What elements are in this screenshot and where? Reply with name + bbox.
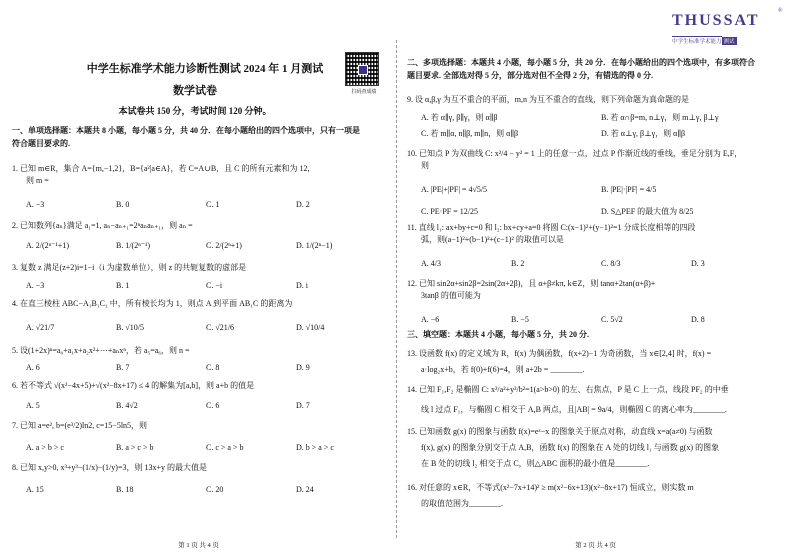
option-b: B. 4√2 — [116, 401, 138, 410]
question-text-cont: 弧，则(a−1)²+(b−1)²+(c−1)² 的取值可以是 — [421, 235, 564, 244]
question-text: 1. 已知 m∈R，集合 A={m,−1,2}，B={a²|a∈A}，若 C=A∪B，且 C 的所有元素和为 12, — [12, 164, 310, 173]
section-1-line-1: 一、单项选择题：本题共 8 小题，每小题 5 分，共 40 分．在每小题给出的四个选项中，只有一项是 — [12, 126, 360, 135]
section-2-heading — [407, 56, 791, 82]
option-c: C. 8 — [206, 363, 220, 372]
question-text: 5. 设(1+2x)ⁿ=a₀+a₁x+a₂x²+⋯+aₙxⁿ，若 a₅=a₆，则 n = — [12, 346, 190, 355]
option-b: B. 若 α∩β=m, n⊥γ，则 m⊥γ, β⊥γ — [601, 113, 719, 122]
subject-title: 数学试卷 — [173, 85, 217, 97]
option-c: C. √21/6 — [206, 323, 234, 332]
option-c: C. −i — [206, 281, 223, 290]
question-text: 16. 对任意的 x∈R，不等式(x²−7x+14)² ≥ m(x²−6x+13)(x²−8x+17) 恒成立，则实数 m — [407, 483, 694, 492]
logo-badge: 测试 — [723, 39, 735, 45]
option-b: B. −5 — [511, 315, 529, 324]
question-text: 2. 已知数列{aₙ}满足 a₁=1, aₙ−aₙ₊₁=2ⁿaₙaₙ₊₁，则 aₙ = — [12, 221, 193, 230]
question-9 — [407, 94, 689, 106]
question-text: 14. 已知 F₁,F₂ 是椭圆 C: x²/a²+y²/b²=1(a>b>0) 的左、右焦点，P 是 C 上一点，线段 PF₂ 的中垂 — [407, 385, 729, 394]
option-c: C. 2/(2ⁿ+1) — [206, 241, 242, 250]
qr-logo-icon — [358, 65, 368, 75]
option-d: D. √10/4 — [296, 323, 325, 332]
question-text: 11. 直线 l₁: ax+by+c=0 和 l₂: bx+cy+a=0 将圆 C:(x−1)²+(y−1)²=1 分成长度相等的四段 — [407, 223, 696, 232]
option-a: A. 6 — [26, 363, 40, 372]
question-15 — [407, 426, 719, 470]
registered-icon: ® — [778, 8, 783, 14]
option-c: C. PE·PF = 12/25 — [421, 207, 478, 216]
question-8 — [12, 462, 207, 474]
question-text: 15. 已知函数 g(x) 的图象与函数 f(x)=eˣ−x 的图象关于原点对称，动直线 x=a(a≠0) 与函数 — [407, 427, 713, 436]
option-d: D. b > a > c — [296, 443, 334, 452]
option-d: D. i — [296, 281, 308, 290]
logo-wordmark: THUSSAT — [672, 12, 760, 29]
option-a: A. a > b > c — [26, 443, 64, 452]
option-a: A. 4/3 — [421, 259, 441, 268]
option-b: B. √10/5 — [116, 323, 144, 332]
exam-title: 中学生标准学术能力诊断性测试 2024 年 1 月测试 — [86, 63, 324, 75]
question-3 — [12, 262, 246, 274]
question-2 — [12, 220, 193, 232]
right-column — [397, 0, 794, 558]
section-3-heading: 三、填空题：本题共 4 小题，每小题 5 分，共 20 分. — [407, 330, 589, 339]
question-text: 12. 已知 sin2α+sin2β=2sin(2α+2β)，且 α+β≠kπ, k∈Z，则 tanα+2tan(α+β)+ — [407, 279, 656, 288]
option-d: D. 3 — [691, 259, 705, 268]
option-b: B. |PE|·|PF| = 4/5 — [601, 185, 657, 194]
option-a: A. 5 — [26, 401, 40, 410]
thussat-logo — [672, 12, 780, 48]
logo-subtitle: 中学生标准学术能力 — [672, 36, 722, 45]
option-a: A. −3 — [26, 200, 45, 209]
question-11 — [407, 222, 696, 246]
option-b: B. 0 — [116, 200, 130, 209]
option-d: D. 7 — [296, 401, 310, 410]
option-a: A. 15 — [26, 485, 44, 494]
question-text: 7. 已知 a=e², b=(e³/2)ln2, c=15−5ln5，则 — [12, 421, 148, 430]
qr-code-icon[interactable] — [345, 52, 379, 86]
question-4 — [12, 298, 292, 310]
option-a: A. 若 α∥γ, β∥γ，则 α∥β — [421, 113, 498, 122]
option-c: C. 5√2 — [601, 315, 623, 324]
option-a: A. 2/(2ⁿ⁻¹+1) — [26, 241, 69, 250]
question-14 — [407, 384, 729, 416]
question-text: 9. 设 α,β,γ 为互不重合的平面，m,n 为互不重合的直线，则下列命题为真命题的是 — [407, 95, 690, 104]
option-b: B. 1 — [116, 281, 130, 290]
option-a: A. |PE|+|PF| = 4√5/5 — [421, 185, 488, 194]
option-b: B. 1/(2ⁿ⁻¹) — [116, 241, 151, 250]
option-a: A. −6 — [421, 315, 440, 324]
option-d: D. 9 — [296, 363, 310, 372]
question-10 — [407, 148, 742, 172]
question-text-cont: a·log₂x+b，若 f(0)+f(6)=4，则 a+2b = ________. — [421, 365, 585, 374]
option-b: B. 18 — [116, 485, 134, 494]
exam-info: 本试卷共 150 分，考试时间 120 分钟。 — [118, 106, 272, 116]
question-6 — [12, 380, 254, 392]
question-1 — [12, 163, 310, 187]
question-text-cont: f(x), g(x) 的图象分别交于点 A,B，函数 f(x) 的图象在 A 处的切线 l₁ 与函数 g(x) 的图象 — [421, 443, 720, 452]
question-text-cont: 在 B 处的切线 l₂ 相交于点 C，则△ABC 面积的最小值是________. — [421, 459, 650, 468]
option-c: C. c > a > b — [206, 443, 244, 452]
section-1-line-2: 符合题目要求的. — [12, 139, 70, 148]
option-d: D. 24 — [296, 485, 314, 494]
option-c: C. 若 m∥α, n∥β, m∥n，则 α∥β — [421, 129, 519, 138]
question-text-cont: 线 l 过点 F₁，与椭圆 C 相交于 A,B 两点，且|AB| = 9a/4，则椭圆 C 的离心率为________. — [421, 405, 727, 414]
question-text-cont: 则 m = — [26, 176, 49, 185]
option-b: B. 2 — [511, 259, 525, 268]
option-d: D. 若 α⊥γ, β⊥γ，则 α∥β — [601, 129, 686, 138]
question-text: 4. 在直三棱柱 ABC−A₁B₁C₁ 中，所有棱长均为 1，则点 A 到平面 AB₁C 的距离为 — [12, 299, 293, 308]
option-a: A. −3 — [26, 281, 45, 290]
option-d: D. 8 — [691, 315, 705, 324]
option-a: A. √21/7 — [26, 323, 55, 332]
option-c: C. 6 — [206, 401, 220, 410]
question-text: 8. 已知 x,y>0, x³+y³−(1/x)−(1/y)=3，则 13x+y 的最大值是 — [12, 463, 207, 472]
option-c: C. 8/3 — [601, 259, 621, 268]
option-b: B. a > c > b — [116, 443, 154, 452]
question-text: 10. 已知点 P 为双曲线 C: x²/4 − y² = 1 上的任意一点，过点 P 作渐近线的垂线，垂足分别为 E,F， — [407, 149, 743, 158]
question-text-cont: 的取值范围为________. — [421, 499, 503, 508]
option-b: B. 7 — [116, 363, 130, 372]
question-12 — [407, 278, 655, 302]
question-5 — [12, 345, 190, 357]
qr-label: 扫码查成绩 — [351, 90, 377, 95]
footer-page-1: 第 1 页 共 4 页 — [178, 542, 219, 549]
option-d: D. S△PEF 的最大值为 8/25 — [601, 207, 694, 216]
section-1-heading — [12, 124, 392, 150]
question-text-cont: 3tanβ 的值可能为 — [421, 291, 481, 300]
question-16 — [407, 482, 694, 510]
option-c: C. 20 — [206, 485, 224, 494]
question-7 — [12, 420, 147, 432]
question-13 — [407, 348, 711, 376]
footer-page-2: 第 2 页 共 4 页 — [575, 542, 616, 549]
option-c: C. 1 — [206, 200, 220, 209]
question-text: 6. 若不等式 √(x²−4x+5)+√(x²−8x+17) ≤ 4 的解集为[a,b]，则 a+b 的值是 — [12, 381, 255, 390]
option-d: D. 2 — [296, 200, 310, 209]
question-text: 13. 设函数 f(x) 的定义域为 R，f(x) 为偶函数，f(x+2)−1 为奇函数，当 x∈[2,4] 时，f(x) = — [407, 349, 712, 358]
question-text: 3. 复数 z 满足(z+2)i=1−i（i 为虚数单位），则 z 的共轭复数的虚部是 — [12, 263, 247, 272]
section-2-line-1: 二、多项选择题：本题共 4 小题，每小题 5 分，共 20 分．在每小题给出的四个选项中，有多项符合 — [407, 58, 755, 67]
question-text-cont: 则 — [421, 161, 429, 170]
section-2-line-2: 题目要求. 全部选对得 5 分，部分选对但不全得 2 分，有错选的得 0 分. — [407, 71, 653, 80]
option-d: D. 1/(2ⁿ−1) — [296, 241, 333, 250]
